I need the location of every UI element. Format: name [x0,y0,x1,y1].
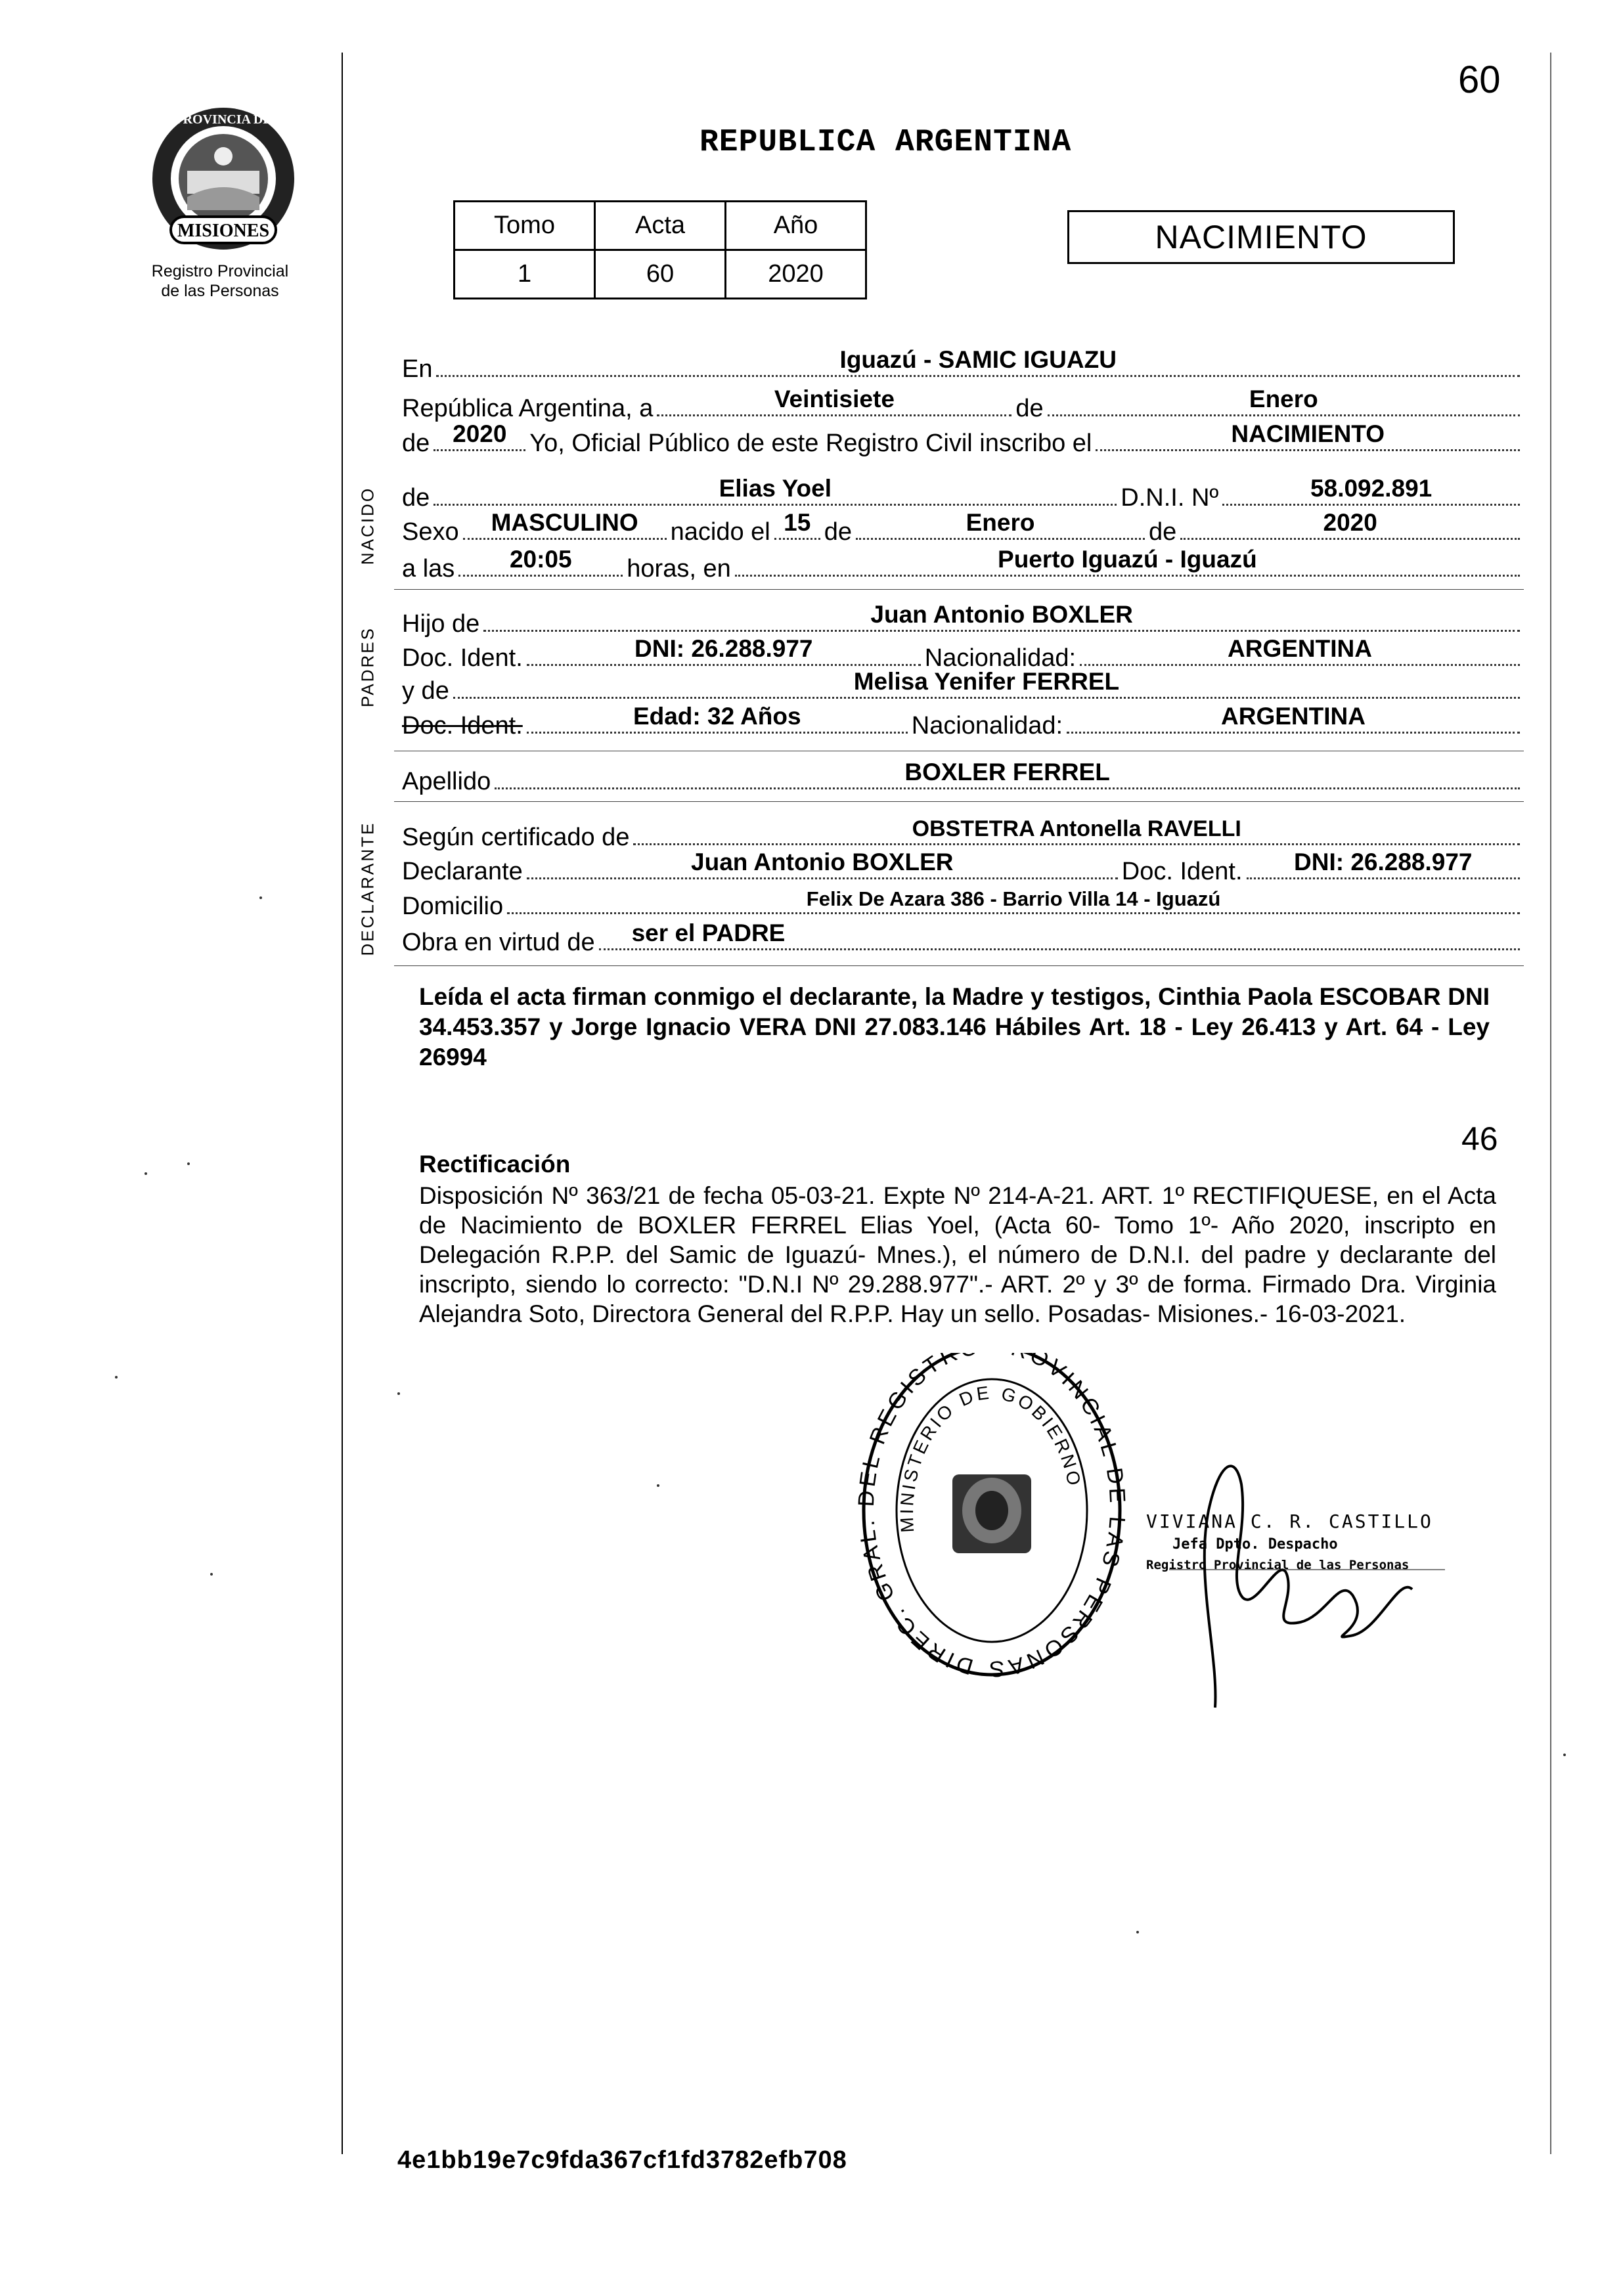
field-hora [458,546,623,577]
label-obra: Obra en virtud de [402,929,595,956]
label-de-1: de [1015,395,1044,422]
field-sexo [463,509,667,540]
value-madre-nac: ARGENTINA [1221,703,1366,730]
act-table-value-anio: 2020 [726,250,866,299]
value-padre: Juan Antonio BOXLER [870,601,1133,628]
rectificacion-title: Rectificación [419,1151,571,1178]
field-dia-nac [774,509,820,540]
field-apellido [495,759,1520,789]
value-dia-letras: Veintisiete [774,386,895,412]
logo-text-bottom: MISIONES [177,221,270,241]
annotation-number: 46 [1461,1120,1498,1157]
scan-speck [1136,1931,1139,1933]
field-tipo-inscripcion [1096,420,1520,451]
stamp-line3: Registro Provincial de las Personas [1146,1558,1410,1572]
value-decl-doc: DNI: 26.288.977 [1294,849,1473,875]
field-mes-letras [1048,386,1520,416]
scan-speck [397,1392,400,1395]
field-padre-doc [527,635,921,666]
label-republica: República Argentina, a [402,395,654,422]
label-hora: a las [402,555,455,583]
value-padre-doc: DNI: 26.288.977 [634,635,813,662]
field-madre-nac [1067,703,1520,734]
field-obra [599,919,1520,950]
field-lugar [436,346,1520,377]
value-anio-nac: 2020 [1323,509,1377,536]
value-certificado: OBSTETRA Antonella RAVELLI [912,816,1241,841]
row-hora [402,546,1524,583]
label-sexo: Sexo [402,518,459,546]
act-table-value-acta: 60 [595,250,726,299]
province-logo [148,105,299,256]
field-padre [483,601,1520,632]
act-type-box: NACIMIENTO [1067,210,1455,264]
seal-inner-text: MINISTERIO DE GOBIERNO [896,1382,1085,1534]
scan-speck [115,1376,118,1379]
value-dni: 58.092.891 [1310,475,1433,502]
page-number: 60 [1458,58,1501,101]
act-table-value-tomo: 1 [455,250,595,299]
value-mes-letras: Enero [1249,386,1318,412]
row-madre [402,668,1524,705]
label-de-3: de [824,518,853,546]
divider-after-declarante [394,965,1524,966]
field-decl-doc [1247,849,1520,879]
document-title: REPUBLICA ARGENTINA [700,125,1072,160]
row-nombre [402,475,1524,512]
label-nacido: nacido el [670,518,770,546]
row-lugar [402,346,1524,384]
left-margin-line [342,53,343,2154]
field-declarante [527,849,1118,879]
field-madre-doc [527,703,908,734]
field-dia-letras [657,386,1011,416]
label-nombre: de [402,484,430,512]
row-padre [402,601,1524,638]
value-apellido: BOXLER FERREL [904,759,1110,785]
stamp-line2: Jefa Dpto. Despacho [1172,1536,1338,1553]
label-apellido: Apellido [402,768,491,795]
value-anio: 2020 [453,420,507,447]
scan-speck [1563,1754,1566,1756]
side-label-nacido: NACIDO [357,486,378,565]
label-domicilio: Domicilio [402,893,504,920]
value-mes-nac: Enero [966,509,1035,536]
row-domicilio [402,887,1524,921]
registry-caption-line1: Registro Provincial [151,262,289,280]
field-mes-nac [856,509,1145,540]
field-dni [1222,475,1520,506]
act-number-table [453,200,867,299]
value-lugar-nac: Puerto Iguazú - Iguazú [998,546,1257,573]
registry-caption-line2: de las Personas [161,282,279,300]
value-hora: 20:05 [509,546,572,573]
label-horas-en: horas, en [627,555,731,583]
value-dia-nac: 15 [784,509,811,536]
label-hijo: Hijo de [402,610,480,638]
row-madre-doc [402,703,1524,740]
act-table-header-acta: Acta [595,202,726,250]
label-certificado: Según certificado de [402,824,630,851]
row-sexo [402,509,1524,546]
act-table-header-anio: Año [726,202,866,250]
divider-apellido-declarante [394,801,1524,802]
registry-caption [135,261,305,301]
label-de-4: de [1149,518,1177,546]
field-padre-nac [1080,635,1520,666]
value-padre-nac: ARGENTINA [1228,635,1372,662]
logo-text-top: PROVINCIA DE [175,112,272,127]
value-nombre: Elias Yoel [719,475,832,502]
row-apellido [402,759,1524,796]
field-domicilio [507,887,1520,914]
row-declarante [402,849,1524,886]
value-domicilio: Felix De Azara 386 - Barrio Villa 14 - Iguazú [806,887,1221,910]
stamp-line1: VIVIANA C. R. CASTILLO [1146,1511,1433,1532]
field-anio-nac [1180,509,1520,540]
scan-speck [657,1484,659,1487]
label-doc-padre: Doc. Ident. [402,644,523,672]
rectificacion-body: Disposición Nº 363/21 de fecha 05-03-21. Expte Nº 214-A-21. ART. 1º RECTIFIQUESE, en el Acta de Nacimiento de BOXLER FERREL Elias Yoel, (Acta 60- Tomo 1º- Año 2020, inscripto en Delegación R.P.P. del Samic de Iguazú- Mnes.), el número de D.N.I. del padre y declarante del inscripto, siendo lo correcto: "D.N.I Nº 29.288.977".- ART. 2º y 3º de forma. Firmado Dra. Virginia Alejandra Soto, Directora General del R.P.P. Hay un sello. Posadas- Misiones.- 16-03-2021. [419,1182,1496,1327]
value-obra: ser el PADRE [631,919,786,946]
value-sexo: MASCULINO [491,509,638,536]
label-doc-madre: Doc. Ident. [402,712,523,740]
field-lugar-nac [735,546,1520,577]
value-declarante: Juan Antonio BOXLER [691,849,954,875]
label-de-2: de [402,430,430,457]
field-madre [453,668,1520,699]
label-nacionalidad-padre: Nacionalidad: [924,644,1077,672]
label-declarante: Declarante [402,858,523,885]
scan-speck [259,896,262,899]
row-inscripcion [402,420,1524,458]
side-label-declarante: DECLARANTE [357,821,378,956]
closing-text: Leída el acta firman conmigo el declarante, la Madre y testigos, Cinthia Paola ESCOBAR DNI 34.453.357 y Jorge Ignacio VERA DNI 27.083.146 Hábiles Art. 18 - Ley 26.413 y Art. 64 - Ley 26994 [419,983,1490,1071]
act-table-value-row [455,250,866,299]
label-dni: D.N.I. Nº [1121,484,1219,512]
row-certificado [402,818,1524,852]
value-madre: Melisa Yenifer FERREL [853,668,1120,695]
row-fecha [402,386,1524,423]
stamp-block [1146,1511,1461,1572]
label-yde: y de [402,677,449,705]
label-decl-doc: Doc. Ident. [1121,858,1243,885]
value-madre-doc: Edad: 32 Años [633,703,801,730]
official-seal [854,1353,1130,1694]
label-yo: Yo, Oficial Público de este Registro Civil inscribo el [529,430,1092,457]
row-obra [402,919,1524,957]
field-certificado [633,816,1520,845]
divider-nacido-padres [394,589,1524,590]
seal-outer-text: DIREC. GRAL. DEL REGISTR OVINCIAL DE LAS PERSONAS [854,1353,1130,1682]
right-margin-line [1550,53,1551,2154]
field-nombre [433,475,1117,506]
scan-speck [210,1573,213,1576]
field-anio [433,420,525,451]
side-label-padres: PADRES [357,627,378,707]
label-nacionalidad-madre: Nacionalidad: [911,712,1063,740]
act-table-header-row [455,202,866,250]
scan-speck [144,1172,147,1175]
label-en: En [402,355,433,383]
document-hash: 4e1bb19e7c9fda367cf1fd3782efb708 [397,2146,847,2174]
scan-speck [187,1162,190,1165]
value-tipo-inscripcion: NACIMIENTO [1231,420,1385,447]
act-table-header-tomo: Tomo [455,202,595,250]
value-lugar: Iguazú - SAMIC IGUAZU [839,346,1117,373]
